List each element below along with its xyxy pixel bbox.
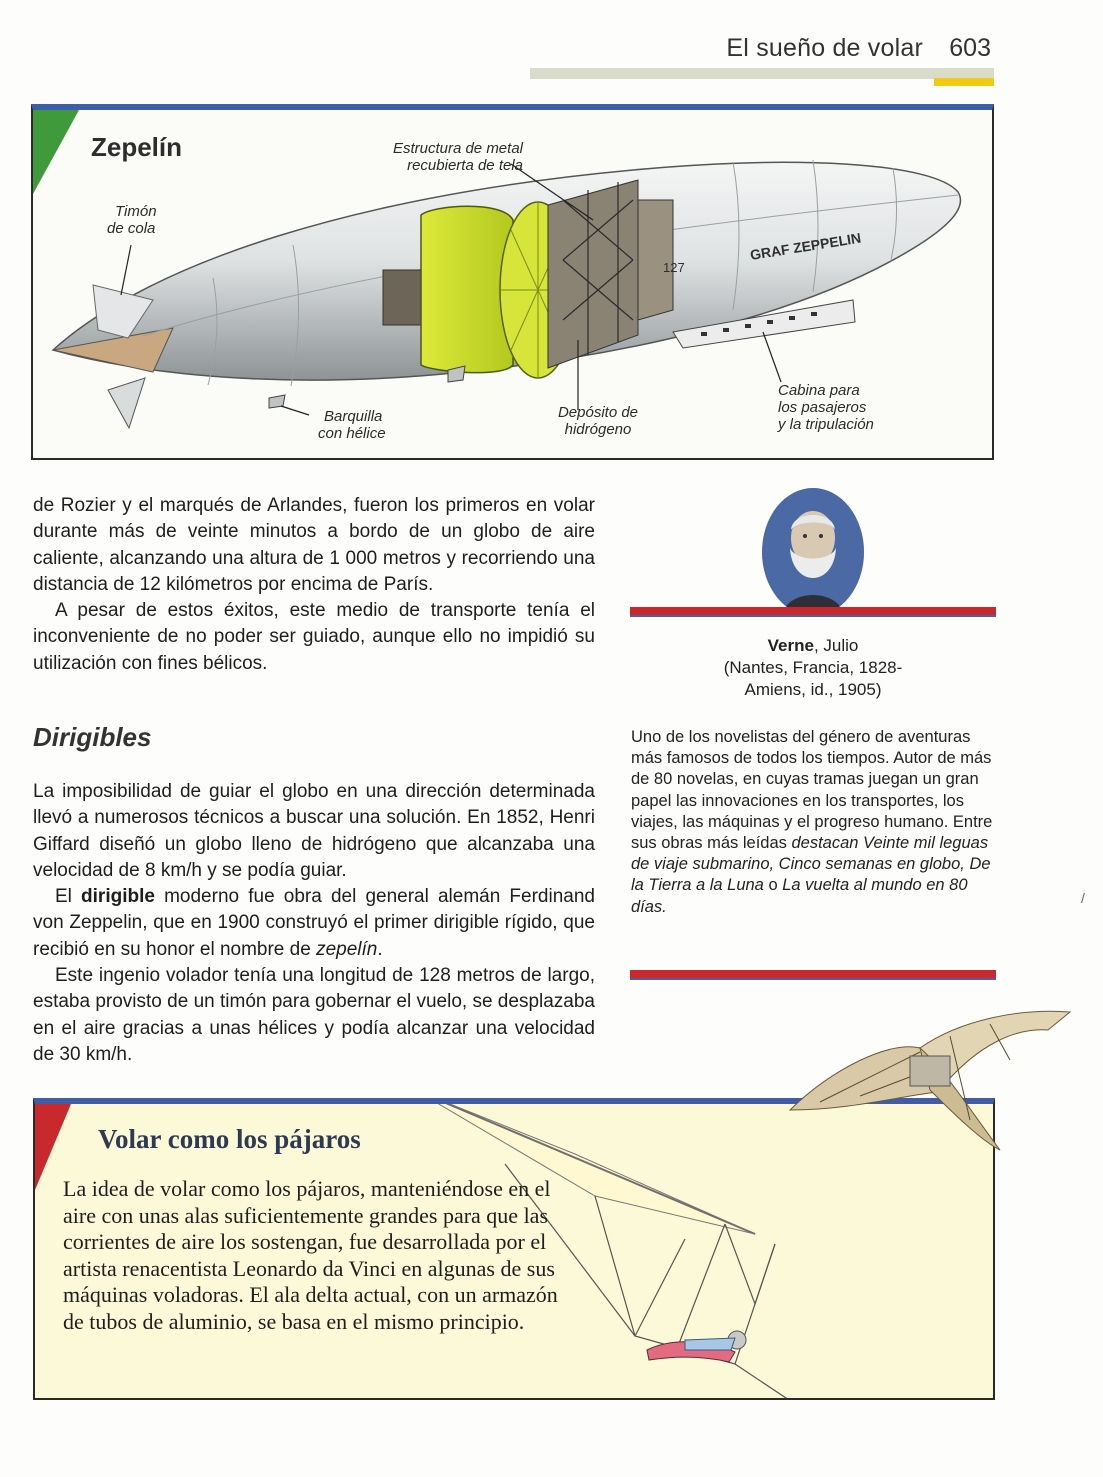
- label-structure: Estructura de metal recubierta de tela: [392, 140, 523, 174]
- label-cabin: Cabina para los pasajeros y la tripulación: [778, 382, 874, 433]
- header-bar: [530, 68, 994, 79]
- dirigibles-paragraph-3: Este ingenio volador tenía una longitud de 128 metros de largo, estaba provisto de un timón para gobernar el vuelo, se desplazaba en el aire gracias a unas hélices y podía alcanzar una velocidad de 30 km/h.: [33, 965, 595, 1065]
- intro-text: [33, 493, 595, 677]
- dirigibles-paragraph-1: La imposibilidad de guiar el globo en una dirección determinada llevó a numerosos técnicos a buscar una solución. En 1852, Henri Giffard diseñó un globo lleno de hidrógeno que alcanzaba una velocidad de 8 km/h y se podía guiar.: [33, 781, 595, 881]
- flying-text: La idea de volar como los pájaros, manteniéndose en el aire con unas alas suficientemente grandes para que las corrientes de aire los sostengan, fue desarrollada por el artista renacentista Leonardo da Vinci en algunas de sus máquinas voladoras. El ala delta actual, con un armazón de tubos de aluminio, se basa en el mismo principio.: [63, 1176, 558, 1334]
- bio-text: Uno de los novelistas del género de aventuras más famosos de todos los tiempos. Autor de más de 80 novelas, en cuyas tramas juegan un gran papel las innovaciones en los transportes, los viajes, las máquinas y el progreso humano. Entre sus obras más leídas destacan Veinte mil leguas de viaje submarino, Cinco semanas en globo, De la Tierra a la Luna o La vuelta al mundo en 80 días.: [631, 728, 993, 916]
- running-title: El sueño de volar: [726, 34, 923, 62]
- sidebar-rule-top: [630, 607, 996, 615]
- hull-number: 127: [663, 260, 685, 275]
- bio-name: Verne, Julio (Nantes, Francia, 1828- Amiens, id., 1905): [723, 636, 903, 699]
- dirigibles-text: [33, 779, 595, 1068]
- page-number: 603: [949, 34, 991, 62]
- label-gondola: Barquilla con hélice: [318, 408, 386, 442]
- intro-paragraph-2: A pesar de estos éxitos, este medio de transporte tenía el inconveniente de no poder ser guiado, aunque ello no impidió su utilización con fines bélicos.: [33, 600, 595, 674]
- zeppelin-box: [31, 104, 994, 460]
- intro-paragraph-1: de Rozier y el marqués de Arlandes, fueron los primeros en volar durante más de veinte minutos a bordo de un globo de aire caliente, alcanzando una altura de 1 000 metros y recorriendo una distancia de 12 kilómetros por encima de París.: [33, 495, 595, 595]
- flying-title: Volar como los pájaros: [98, 1124, 361, 1154]
- label-rudder: Timón de cola: [107, 203, 157, 237]
- dirigibles-paragraph-2: El dirigible moderno fue obra del general alemán Ferdinand von Zeppelin, que en 1900 construyó el primer dirigible rígido, que recibió en su honor el nombre de zepelín.: [33, 886, 595, 960]
- header-accent: [934, 78, 994, 86]
- zeppelin-title: Zepelín: [91, 132, 183, 162]
- da-vinci-ornithopter-illustration: [770, 1000, 1080, 1165]
- term-dirigible: dirigible: [81, 886, 155, 908]
- airship-marking: GRAF ZEPPELIN: [748, 229, 863, 263]
- sidebar-rule-bottom: [630, 970, 996, 978]
- label-hydrogen-tank: Depósito de hidrógeno: [557, 404, 639, 438]
- margin-mark: /: [1081, 890, 1085, 906]
- section-heading-dirigibles: Dirigibles: [33, 722, 152, 752]
- term-zepelin: zepelín: [316, 938, 378, 960]
- julio-verne-portrait: [762, 488, 864, 616]
